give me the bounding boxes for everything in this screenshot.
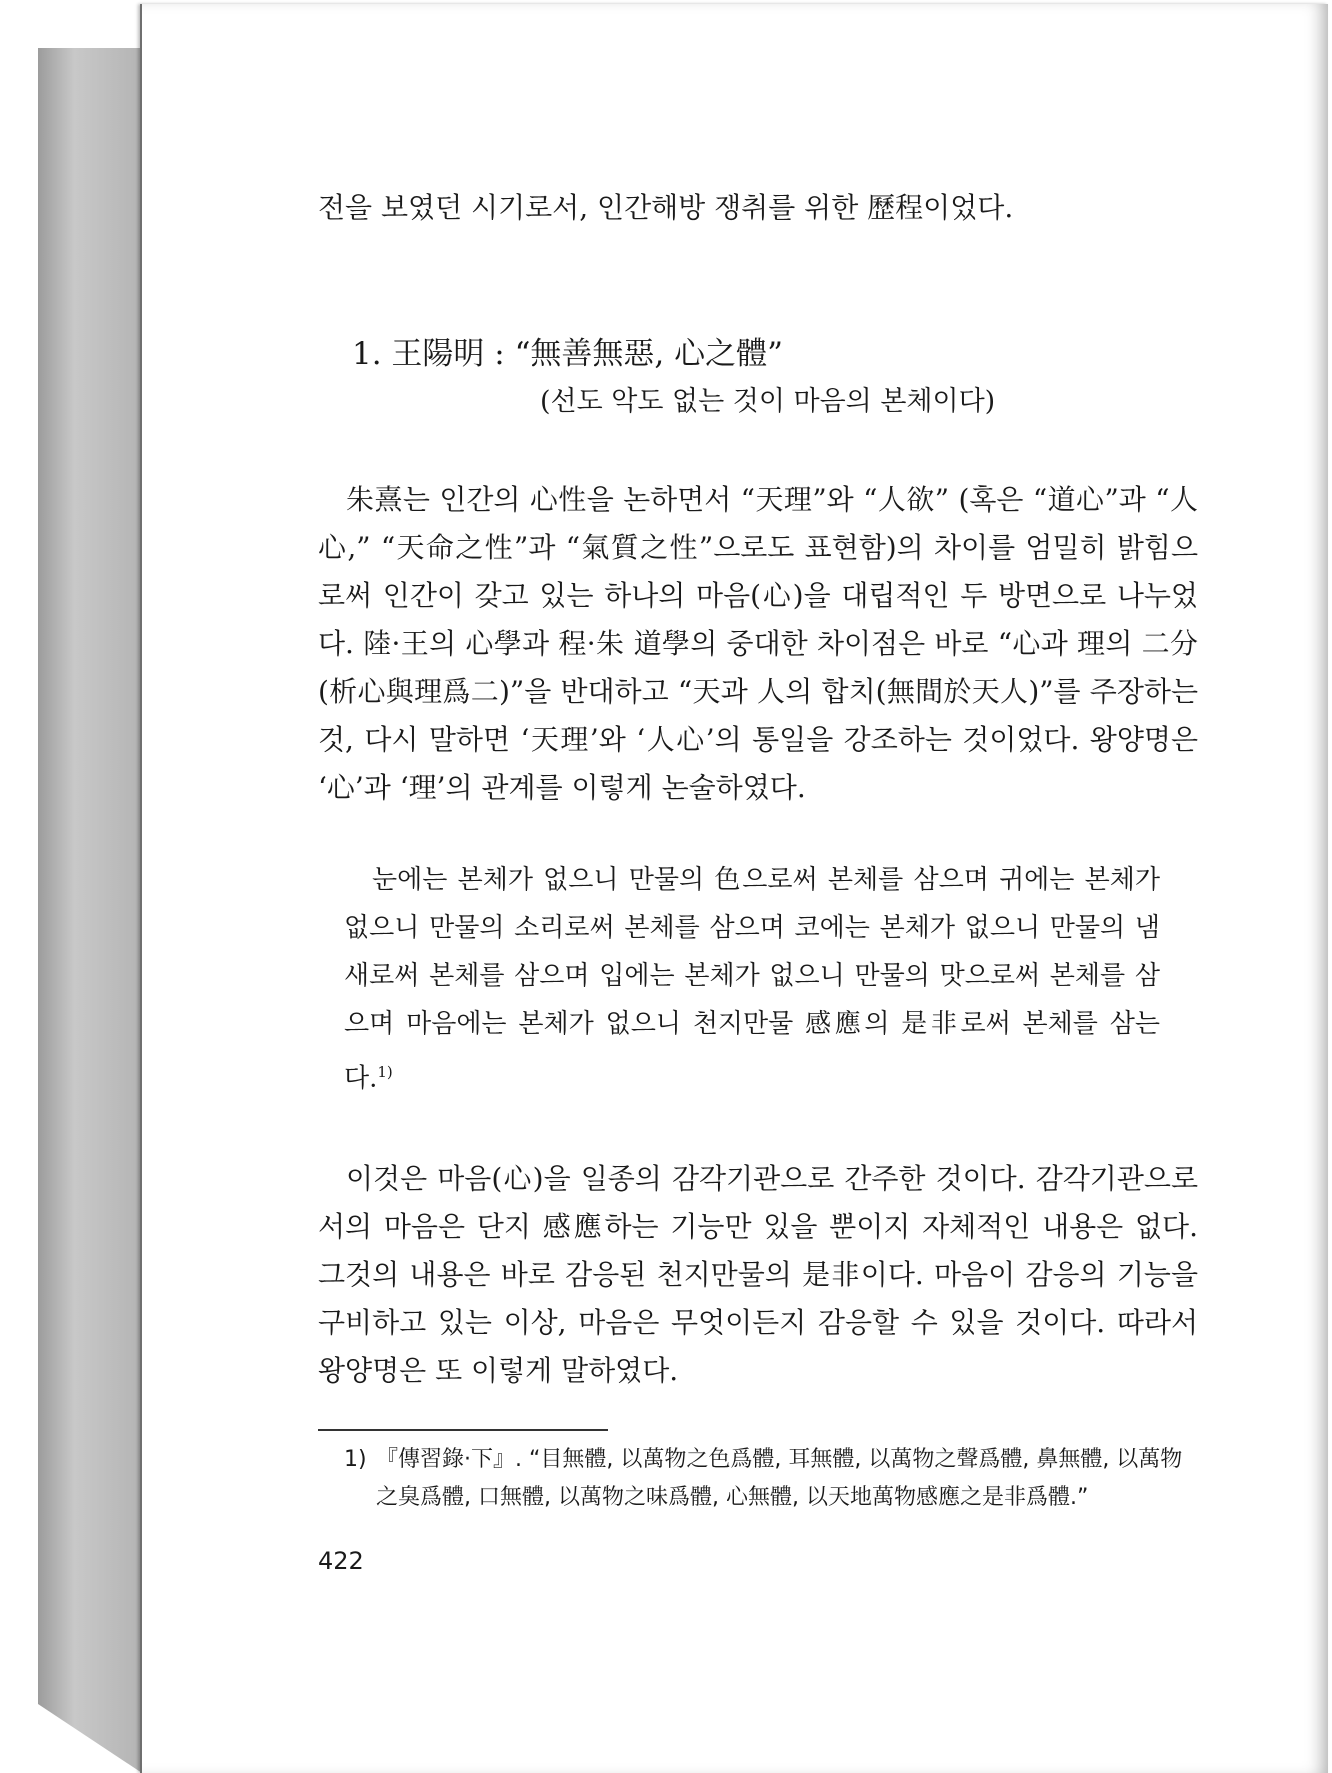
page-content bbox=[318, 184, 1198, 1575]
footnote-text: 『傳習錄·下』. “目無體, 以萬物之色爲體, 耳無體, 以萬物之聲爲體, 鼻無體, 以萬物之臭爲體, 口無體, 以萬物之味爲體, 心無體, 以天地萬物感應之是非爲體.” bbox=[376, 1446, 1183, 1510]
section-subtitle: (선도 악도 없는 것이 마음의 본체이다) bbox=[540, 386, 996, 417]
quote-text: 눈에는 본체가 없으니 만물의 色으로써 본체를 삼으며 귀에는 본체가 없으니 만물의 소리로써 본체를 삼으며 코에는 본체가 없으니 만물의 냄새로써 본체를 삼으며 입에는 본체가 없으니 만물의 맛으로써 본체를 삼으며 마음에는 본체가 없으니 천지만물 感應의 是非로써 본체를 삼는다. bbox=[344, 865, 1160, 1094]
paragraph-2: 이것은 마음(心)을 일종의 감각기관으로 간주한 것이다. 감각기관으로서의 마음은 단지 感應하는 기능만 있을 뿐이지 자체적인 내용은 없다. 그것의 내용은 바로 감응된 천지만물의 是非이다. 마음이 감응의 기능을 구비하고 있는 이상, 마음은 무엇이든지 감응할 수 있을 것이다. 따라서 왕양명은 또 이렇게 말하였다. bbox=[318, 1161, 1198, 1387]
page-number: 422 bbox=[318, 1546, 364, 1575]
book-page bbox=[140, 4, 1328, 1773]
footnote-ref: 1) bbox=[377, 1063, 393, 1081]
footnote-mark: 1) bbox=[344, 1446, 367, 1472]
intro-line: 전을 보였던 시기로서, 인간해방 쟁취를 위한 歷程이었다. bbox=[318, 191, 1014, 224]
footnote-separator bbox=[318, 1429, 608, 1431]
section-title: 1. 王陽明 : “無善無惡, 心之體” bbox=[352, 336, 783, 372]
book-spine bbox=[38, 48, 142, 1773]
paragraph-1: 朱熹는 인간의 心性을 논하면서 “天理”와 “人欲” (혹은 “道心”과 “人心,” “天命之性”과 “氣質之性”으로도 표현함)의 차이를 엄밀히 밝힘으로써 인간이 갖고 있는 하나의 마음(心)을 대립적인 두 방면으로 나누었다. 陸·王의 心學과 程·朱 道學의 중대한 차이점은 바로 “心과 理의 二分(析心與理爲二)”을 반대하고 “天과 人의 합치(無間於天人)”를 주장하는 것, 다시 말하면 ‘天理’와 ‘人心’의 통일을 강조하는 것이었다. 왕양명은 ‘心’과 ‘理’의 관계를 이렇게 논술하였다. bbox=[318, 483, 1198, 804]
block-quote bbox=[344, 856, 1160, 1103]
footnote bbox=[318, 1441, 1198, 1517]
